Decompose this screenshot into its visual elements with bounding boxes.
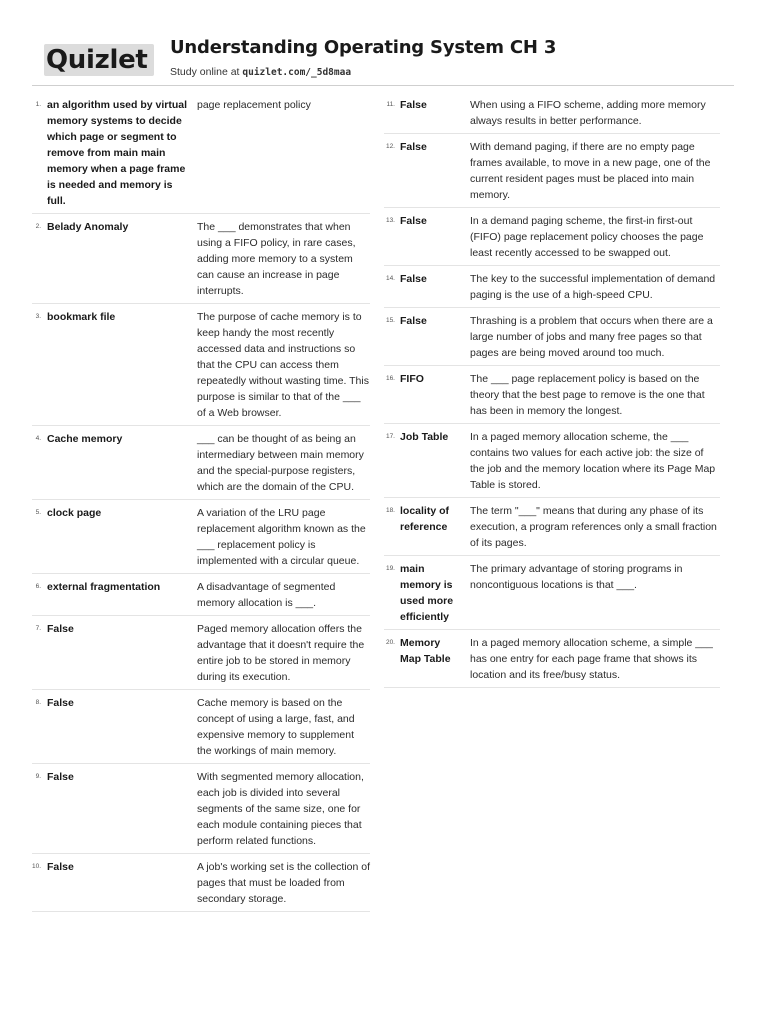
card-row [384, 134, 720, 208]
card-term: False [400, 99, 427, 111]
card-term: False [400, 273, 427, 285]
card-term: FIFO [400, 373, 424, 385]
card-number: 7. [35, 625, 41, 632]
card-row [384, 366, 720, 424]
left-column [32, 92, 370, 912]
card-number: 4. [35, 435, 41, 442]
card-number: 6. [35, 583, 41, 590]
card-row [32, 854, 370, 912]
card-term: main memory is used more efficiently [400, 563, 454, 623]
card-row [32, 616, 370, 690]
card-definition: A job's working set is the collection of pages that must be loaded from secondary storage. [197, 861, 371, 905]
header-divider [32, 85, 734, 86]
card-term: False [47, 861, 74, 873]
card-term: Cache memory [47, 433, 123, 445]
card-number: 12. [385, 143, 395, 150]
card-term: False [47, 771, 74, 783]
page-title: Understanding Operating System CH 3 [170, 37, 557, 58]
card-term: external fragmentation [47, 581, 161, 593]
card-number: 19. [385, 565, 395, 572]
card-row [384, 630, 720, 688]
card-definition: The key to the successful implementation of demand paging is the use of a high-speed CPU. [470, 273, 716, 301]
card-number: 15. [385, 317, 395, 324]
card-row [32, 426, 370, 500]
card-term: Memory Map Table [400, 637, 451, 665]
card-definition: A disadvantage of segmented memory allocation is ___. [197, 581, 336, 609]
card-term: clock page [47, 507, 102, 519]
card-term: Belady Anomaly [47, 221, 129, 233]
card-row [32, 690, 370, 764]
card-definition: The ___ demonstrates that when using a FIFO policy, in rare cases, adding more memory to a system can cause an increase in page interrupts. [197, 221, 356, 297]
card-definition: A variation of the LRU page replacement algorithm known as the ___ replacement policy is implemented with a circular queue. [197, 507, 366, 567]
card-definition: In a demand paging scheme, the first-in first-out (FIFO) page replacement policy chooses the page least recently accessed to be swapped out. [470, 215, 704, 259]
card-definition: The ___ page replacement policy is based on the theory that the best page to remove is the one that has been in memory the longest. [470, 373, 705, 417]
card-row [32, 214, 370, 304]
card-number: 20. [385, 639, 395, 646]
card-definition: With demand paging, if there are no empty page frames available, to move in a new page, one of the current resident pages must be placed into main memory. [470, 141, 711, 201]
card-number: 9. [35, 773, 41, 780]
card-row [32, 574, 370, 616]
card-definition: Paged memory allocation offers the advantage that it doesn't require the entire job to be stored in memory during its execution. [197, 623, 365, 683]
card-term: an algorithm used by virtual memory systems to decide which page or segment to remove from main main memory when a page frame is needed and memory is full. [47, 99, 188, 207]
card-number: 1. [35, 101, 41, 108]
card-row [32, 92, 370, 214]
card-row [384, 424, 720, 498]
card-definition: Cache memory is based on the concept of using a large, fast, and expensive memory to supplement the workings of main memory. [197, 697, 355, 757]
card-row [384, 266, 720, 308]
card-term: False [47, 623, 74, 635]
card-row [32, 304, 370, 426]
card-term: locality of reference [400, 505, 450, 533]
card-row [384, 92, 720, 134]
card-number: 16. [385, 375, 395, 382]
card-number: 17. [385, 433, 395, 440]
card-definition: In a paged memory allocation scheme, a simple ___ has one entry for each page frame that shows its location and its free/busy status. [470, 637, 713, 681]
card-definition: In a paged memory allocation scheme, the ___ contains two values for each active job: the size of the job and the memory location where its Page Map Table is stored. [470, 431, 716, 491]
card-definition: The primary advantage of storing programs in noncontiguous locations is that ___. [470, 563, 683, 591]
study-url-link[interactable]: quizlet.com/_5d8maa [242, 67, 352, 78]
card-number: 2. [35, 223, 41, 230]
card-number: 14. [385, 275, 395, 282]
card-definition: Thrashing is a problem that occurs when there are a large number of jobs and many free pages so that pages are being moved around too much. [470, 315, 713, 359]
card-row [384, 308, 720, 366]
card-term: Job Table [400, 431, 449, 443]
card-term: False [400, 315, 427, 327]
card-number: 11. [386, 101, 395, 108]
card-definition: The term "___" means that during any phase of its execution, a program references only a small fraction of its pages. [470, 505, 717, 549]
card-term: bookmark file [47, 311, 116, 323]
card-definition: page replacement policy [197, 99, 311, 111]
card-term: False [47, 697, 74, 709]
card-term: False [400, 215, 427, 227]
card-number: 3. [35, 313, 41, 320]
card-number: 10. [32, 863, 42, 870]
card-definition: ___ can be thought of as being an intermediary between main memory and the special-purpose registers, which are the domain of the CPU. [197, 433, 364, 493]
card-row [384, 208, 720, 266]
subtitle-prefix: Study online at [170, 66, 243, 78]
card-term: False [400, 141, 427, 153]
card-row [384, 556, 720, 630]
card-number: 5. [35, 509, 41, 516]
quizlet-logo: Quizlet [44, 44, 154, 76]
card-row [32, 764, 370, 854]
card-row [32, 500, 370, 574]
card-number: 8. [35, 699, 41, 706]
right-column [384, 92, 720, 688]
card-row [384, 498, 720, 556]
card-number: 18. [385, 507, 395, 514]
card-definition: When using a FIFO scheme, adding more memory always results in better performance. [470, 99, 706, 127]
card-definition: The purpose of cache memory is to keep handy the most recently accessed data and instructions so that the CPU can access them repeatedly without wasting time. This purpose is similar to that of the ___ of a Web browser. [197, 311, 369, 419]
card-definition: With segmented memory allocation, each job is divided into several segments of the same size, one for each module containing pieces that perform related functions. [197, 771, 364, 847]
card-number: 13. [385, 217, 395, 224]
study-online-line [170, 66, 351, 78]
